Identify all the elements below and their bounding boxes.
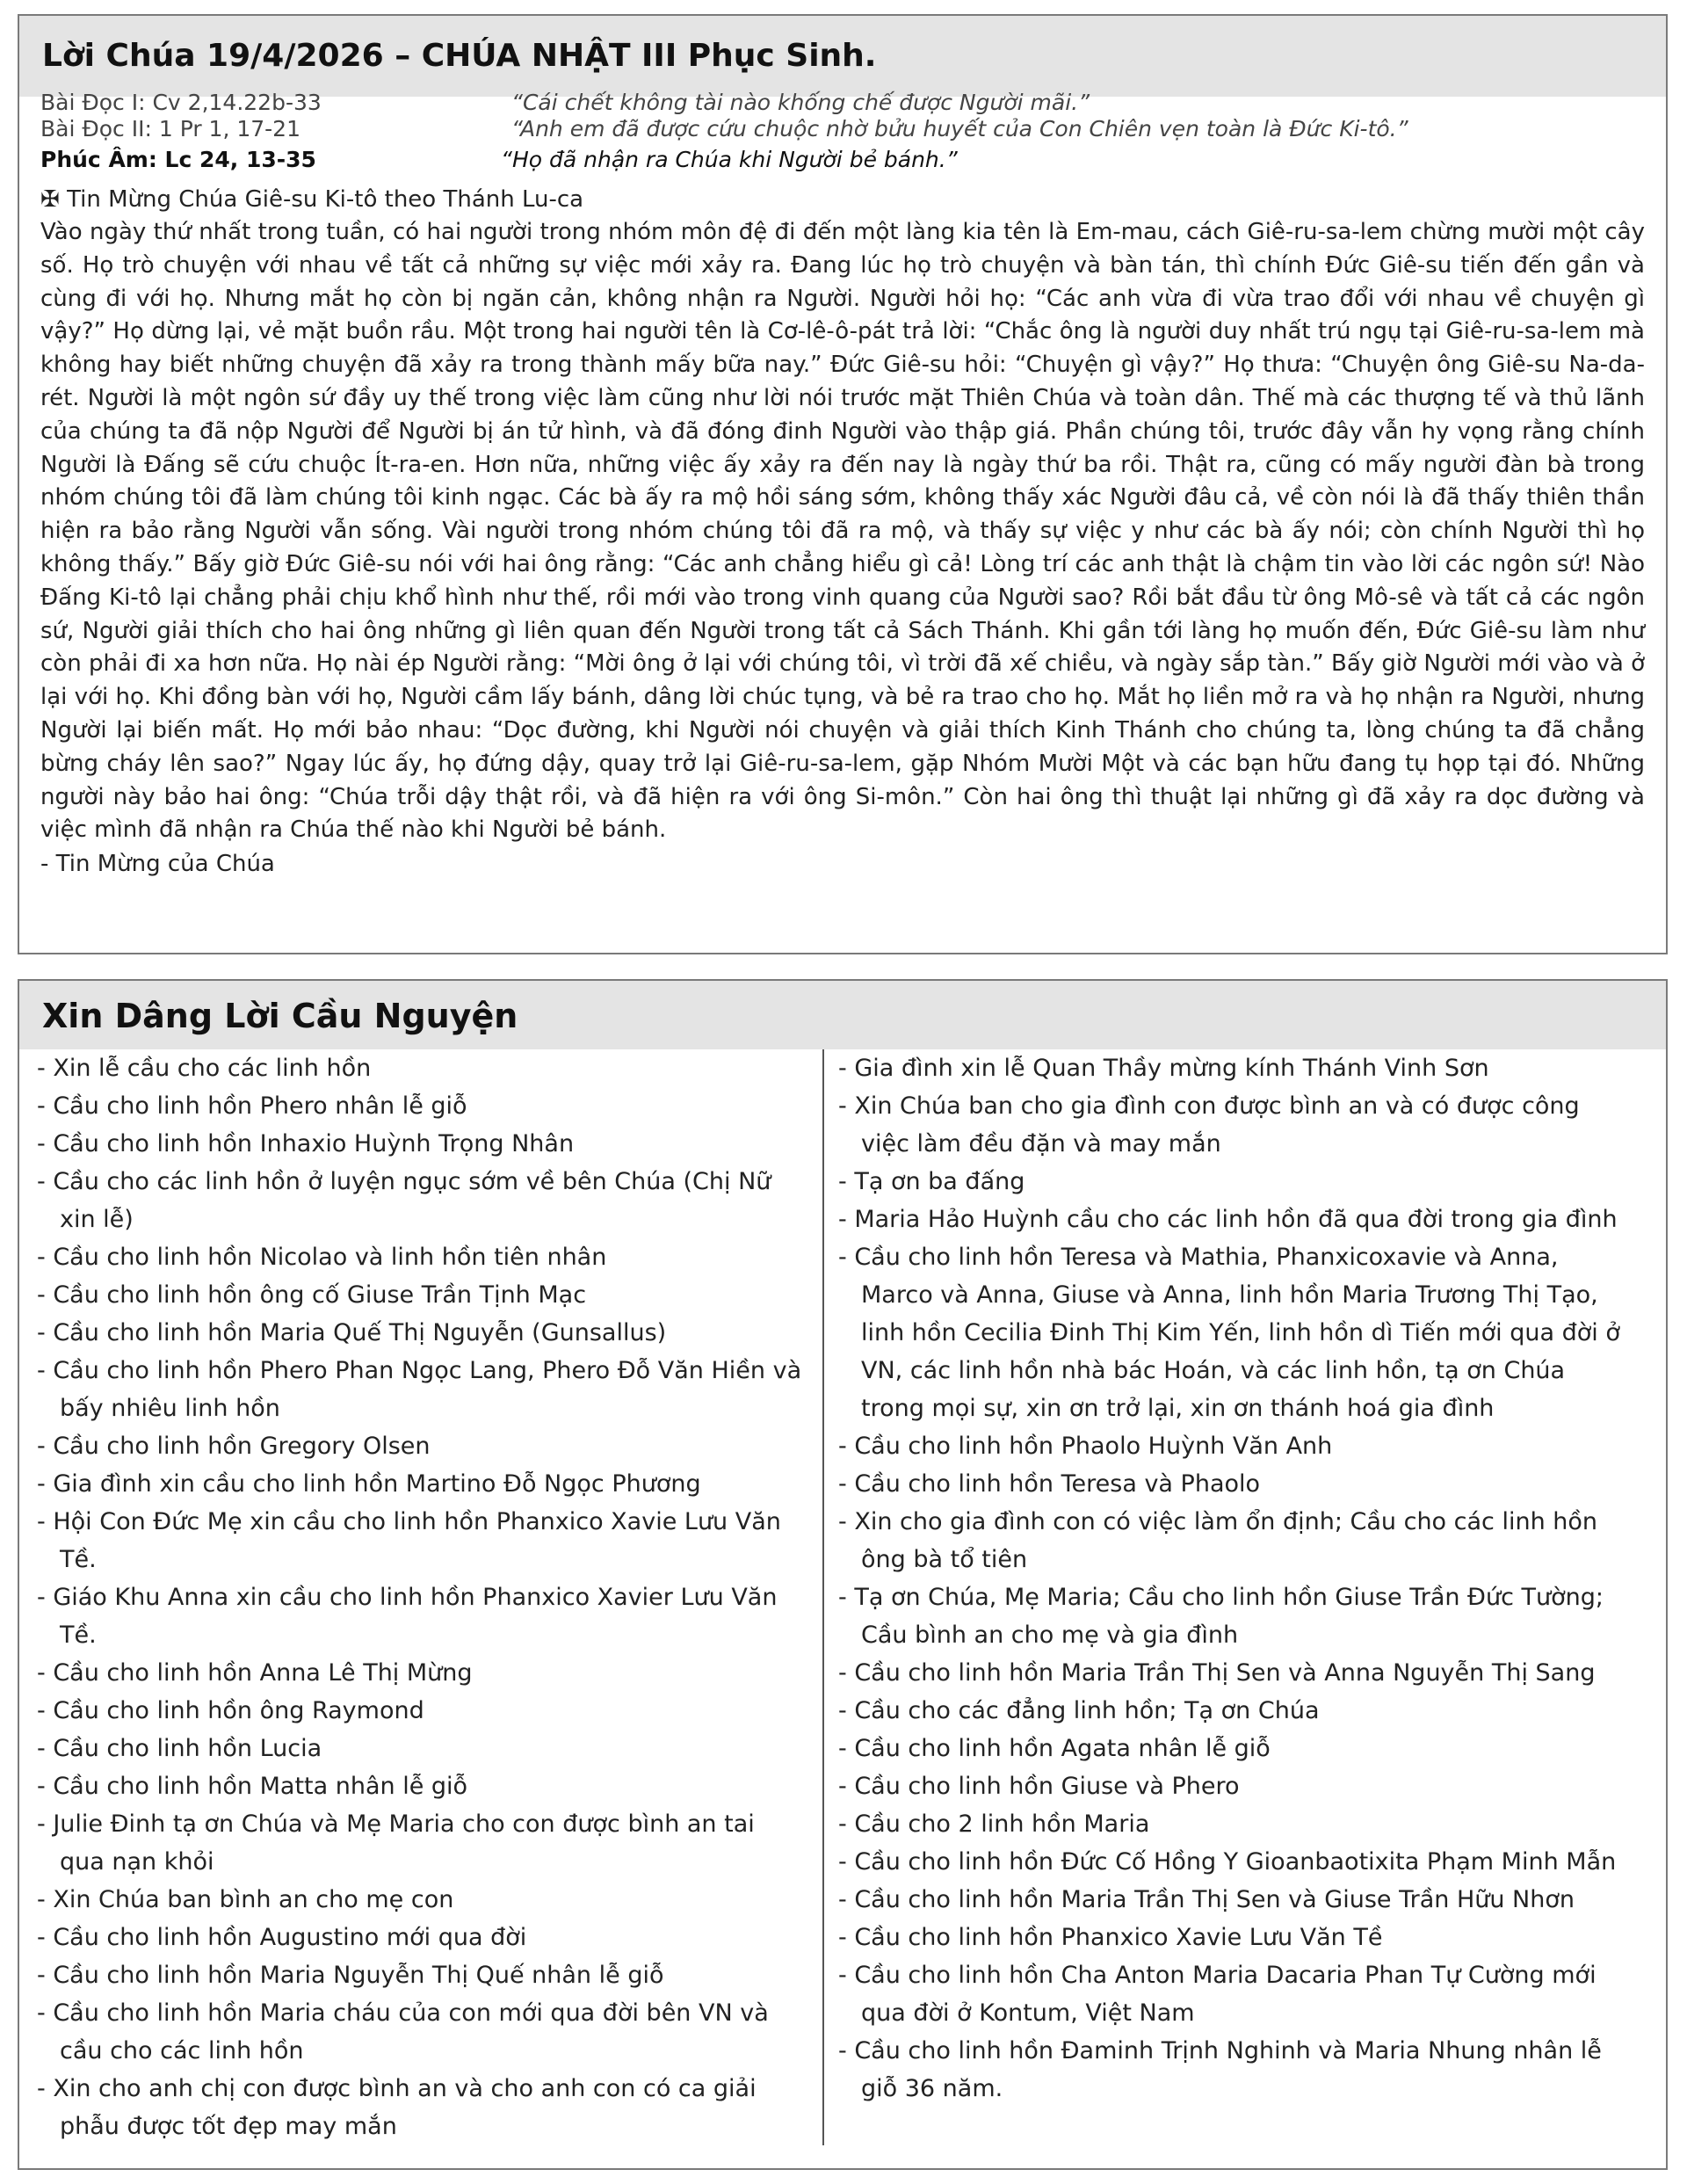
second-reading-quote: “Anh em đã được cứu chuộc nhờ bửu huyết của Con Chiên vẹn toàn là Đức Ki-tô.” bbox=[511, 116, 1408, 141]
prayer-item: - Cầu cho linh hồn Augustino mới qua đời bbox=[37, 1924, 527, 1951]
first-reading-ref: Bài Đọc I: Cv 2,14.22b-33 bbox=[40, 90, 322, 115]
prayer-item: - Cầu cho linh hồn Phero nhân lễ giỗ bbox=[37, 1092, 467, 1120]
prayer-item: - Cầu cho linh hồn Maria cháu của con mới qua đời bên VN và cầu cho các linh hồn bbox=[37, 1999, 769, 2064]
prayer-item: - Cầu cho linh hồn Đức Cố Hồng Y Gioanbaotixita Phạm Minh Mẫn bbox=[838, 1848, 1617, 1876]
prayer-item: - Cầu cho linh hồn Phero Phan Ngọc Lang, Phero Đỗ Văn Hiền và bấy nhiêu linh hồn bbox=[37, 1357, 802, 1422]
prayer-item: - Cầu cho linh hồn Matta nhân lễ giỗ bbox=[37, 1773, 468, 1800]
prayer-item: - Xin Chúa ban cho gia đình con được bình an và có được công việc làm đều đặn và may mắn bbox=[838, 1092, 1580, 1157]
first-reading-quote: “Cái chết không tài nào khống chế được Người mãi.” bbox=[511, 90, 1090, 115]
gospel-reading-ref: Phúc Âm: Lc 24, 13-35 bbox=[40, 147, 316, 172]
prayer-columns bbox=[19, 1049, 1666, 2145]
prayer-item: - Cầu cho linh hồn Teresa và Mathia, Phanxicoxavie và Anna, Marco và Anna, Giuse và Anna, linh hồn Maria Trương Thị Tạo, linh hồn Cecilia Đinh Thị Kim Yến, linh hồn dì Tiến mới qua đời ở VN, các linh hồn nhà bác Hoán, và các linh hồn, tạ ơn Chúa trong mọi sự, xin ơn trở lại, xin ơn thánh hoá gia đình bbox=[838, 1244, 1620, 1422]
prayer-item: - Giáo Khu Anna xin cầu cho linh hồn Phanxico Xavier Lưu Văn Tề. bbox=[37, 1584, 778, 1649]
prayer-item: - Cầu cho linh hồn Inhaxio Huỳnh Trọng Nhân bbox=[37, 1130, 575, 1157]
gospel-title-line bbox=[19, 183, 1666, 216]
readings-list bbox=[19, 90, 1666, 174]
prayer-item: - Cầu cho linh hồn Gregory Olsen bbox=[37, 1433, 431, 1460]
prayer-item: - Cầu cho linh hồn Agata nhân lễ giỗ bbox=[838, 1735, 1271, 1762]
prayer-item: - Cầu cho linh hồn ông cố Giuse Trần Tịnh Mạc bbox=[37, 1281, 587, 1309]
prayer-item: - Cầu cho linh hồn Phaolo Huỳnh Văn Anh bbox=[838, 1433, 1333, 1460]
prayer-item: - Cầu cho linh hồn Maria Trần Thị Sen và Giuse Trần Hữu Nhơn bbox=[838, 1886, 1575, 1913]
prayer-item: - Cầu cho linh hồn Maria Nguyễn Thị Quế nhân lễ giỗ bbox=[37, 1962, 664, 1989]
prayer-item: - Gia đình xin lễ Quan Thầy mừng kính Thánh Vinh Sơn bbox=[838, 1055, 1489, 1082]
prayer-item: - Cầu cho linh hồn Cha Anton Maria Dacaria Phan Tự Cường mới qua đời ở Kontum, Việt Nam bbox=[838, 1962, 1596, 2027]
prayer-item: - Xin lễ cầu cho các linh hồn bbox=[37, 1055, 372, 1082]
gospel-reading bbox=[40, 142, 1645, 174]
prayer-item: - Cầu cho linh hồn Giuse và Phero bbox=[838, 1773, 1240, 1800]
prayer-item: - Xin cho gia đình con có việc làm ổn định; Cầu cho các linh hồn ông bà tổ tiên bbox=[838, 1508, 1598, 1573]
prayer-list-right bbox=[838, 1049, 1634, 2108]
prayer-item: - Cầu cho linh hồn Phanxico Xavie Lưu Văn Tề bbox=[838, 1924, 1383, 1951]
prayer-item: - Hội Con Đức Mẹ xin cầu cho linh hồn Phanxico Xavie Lưu Văn Tề. bbox=[37, 1508, 781, 1573]
prayer-item: - Cầu cho linh hồn Đaminh Trịnh Nghinh và Maria Nhung nhân lễ giỗ 36 năm. bbox=[838, 2037, 1602, 2102]
prayer-item: - Cầu cho các đẳng linh hồn; Tạ ơn Chúa bbox=[838, 1697, 1320, 1724]
cross-icon: ✠ bbox=[40, 186, 60, 213]
prayer-column-right bbox=[822, 1049, 1648, 2145]
prayer-header: Xin Dâng Lời Cầu Nguyện bbox=[19, 981, 1666, 1049]
second-reading-ref: Bài Đọc II: 1 Pr 1, 17-21 bbox=[40, 116, 300, 141]
prayer-item: - Tạ ơn Chúa, Mẹ Maria; Cầu cho linh hồn Giuse Trần Đức Tường; Cầu bình an cho mẹ và gia đình bbox=[838, 1584, 1604, 1649]
prayer-item: - Maria Hảo Huỳnh cầu cho các linh hồn đã qua đời trong gia đình bbox=[838, 1206, 1618, 1233]
gospel-ending: - Tin Mừng của Chúa bbox=[40, 851, 275, 878]
prayer-column-left bbox=[37, 1049, 822, 2145]
gospel-body: Vào ngày thứ nhất trong tuần, có hai người trong nhóm môn đệ đi đến một làng kia tên là Em-mau, cách Giê-ru-sa-lem chừng mười một cây số. Họ trò chuyện với nhau về tất cả những sự việc mới xảy ra. Đang lúc họ trò chuyện và bàn tán, thì chính Đức Giê-su tiến đến gần và cùng đi với họ. Nhưng mắt họ còn bị ngăn cản, không nhận ra Người. Người hỏi họ: “Các anh vừa đi vừa trao đổi với nhau về chuyện gì vậy?” Họ dừng lại, vẻ mặt buồn rầu. Một trong hai người tên là Cơ-lê-ô-pát trả lời: “Chắc ông là người duy nhất trú ngụ tại Giê-ru-sa-lem mà không hay biết những chuyện đã xảy ra trong thành mấy bữa nay.” Đức Giê-su hỏi: “Chuyện gì vậy?” Họ thưa: “Chuyện ông Giê-su Na-da-rét. Người là một ngôn sứ đầy uy thế trong việc làm cũng như lời nói trước mặt Thiên Chúa và toàn dân. Thế mà các thượng tế và thủ lãnh của chúng ta đã nộp Người để Người bị án tử hình, và đã đóng đinh Người vào thập giá. Phần chúng tôi, trước đây vẫn hy vọng rằng chính Người là Đấng sẽ cứu chuộc Ít-ra-en. Hơn nữa, những việc ấy xảy ra đến nay là ngày thứ ba rồi. Thật ra, cũng có mấy người đàn bà trong nhóm chúng tôi đã làm chúng tôi kinh ngạc. Các bà ấy ra mộ hồi sáng sớm, không thấy xác Người đâu cả, về còn nói là đã thấy thiên thần hiện ra bảo rằng Người vẫn sống. Vài người trong nhóm chúng tôi đã ra mộ, và thấy sự việc y như các bà ấy nói; còn chính Người thì họ không thấy.” Bấy giờ Đức Giê-su nói với hai ông rằng: “Các anh chẳng hiểu gì cả! Lòng trí các anh thật là chậm tin vào lời các ngôn sứ! Nào Đấng Ki-tô lại chẳng phải chịu khổ hình như thế, rồi mới vào trong vinh quang của Người sao? Rồi bắt đầu từ ông Mô-sê và tất cả các ngôn sứ, Người giải thích cho hai ông những gì liên quan đến Người trong tất cả Sách Thánh. Khi gần tới làng họ muốn đến, Đức Giê-su làm như còn phải đi xa hơn nữa. Họ nài ép Người rằng: “Mời ông ở lại với chúng tôi, vì trời đã xế chiều, và ngày sắp tàn.” Bấy giờ Người mới vào và ở lại với họ. Khi đồng bàn với họ, Người cầm lấy bánh, dâng lời chúc tụng, và bẻ ra trao cho họ. Mắt họ liền mở ra và họ nhận ra Người, nhưng Người lại biến mất. Họ mới bảo nhau: “Dọc đường, khi Người nói chuyện và giải thích Kinh Thánh cho chúng ta, lòng chúng ta đã chẳng bừng cháy lên sao?” Ngay lúc ấy, họ đứng dậy, quay trở lại Giê-ru-sa-lem, gặp Nhóm Mười Một và các bạn hữu đang tụ họp tại đó. Những người này bảo hai ông: “Chúa trỗi dậy thật rồi, và đã hiện ra với ông Si-môn.” Còn hai ông thì thuật lại những gì đã xảy ra dọc đường và việc mình đã nhận ra Chúa thế nào khi Người bẻ bánh. bbox=[40, 219, 1645, 844]
second-reading bbox=[40, 116, 1645, 142]
prayer-panel bbox=[18, 979, 1668, 2170]
first-reading bbox=[40, 90, 1645, 116]
prayer-item: - Cầu cho linh hồn Lucia bbox=[37, 1735, 322, 1762]
prayer-item: - Tạ ơn ba đấng bbox=[838, 1168, 1025, 1195]
prayer-item: - Gia đình xin cầu cho linh hồn Martino Đỗ Ngọc Phương bbox=[37, 1470, 701, 1498]
prayer-item: - Cầu cho các linh hồn ở luyện ngục sớm về bên Chúa (Chị Nữ xin lễ) bbox=[37, 1168, 771, 1233]
prayer-list-left bbox=[37, 1049, 805, 2145]
prayer-item: - Cầu cho linh hồn Nicolao và linh hồn tiên nhân bbox=[37, 1244, 607, 1271]
prayer-item: - Cầu cho linh hồn Maria Quế Thị Nguyễn (Gunsallus) bbox=[37, 1319, 667, 1346]
gospel-title: Tin Mừng Chúa Giê-su Ki-tô theo Thánh Lu-ca bbox=[67, 186, 584, 213]
prayer-item: - Xin cho anh chị con được bình an và cho anh con có ca giải phẫu được tốt đẹp may mắn bbox=[37, 2075, 757, 2140]
gospel-panel bbox=[18, 14, 1668, 954]
gospel-reading-quote: “Họ đã nhận ra Chúa khi Người bẻ bánh.” bbox=[501, 147, 958, 172]
prayer-item: - Julie Đinh tạ ơn Chúa và Mẹ Maria cho con được bình an tai qua nạn khỏi bbox=[37, 1810, 755, 1876]
gospel-header: Lời Chúa 19/4/2026 – CHÚA NHẬT III Phục Sinh. bbox=[19, 16, 1666, 97]
prayer-item: - Xin Chúa ban bình an cho mẹ con bbox=[37, 1886, 454, 1913]
prayer-item: - Cầu cho linh hồn Anna Lê Thị Mừng bbox=[37, 1659, 473, 1687]
prayer-item: - Cầu cho 2 linh hồn Maria bbox=[838, 1810, 1150, 1838]
prayer-item: - Cầu cho linh hồn Teresa và Phaolo bbox=[838, 1470, 1261, 1498]
prayer-item: - Cầu cho linh hồn Maria Trần Thị Sen và Anna Nguyễn Thị Sang bbox=[838, 1659, 1596, 1687]
prayer-item: - Cầu cho linh hồn ông Raymond bbox=[37, 1697, 424, 1724]
